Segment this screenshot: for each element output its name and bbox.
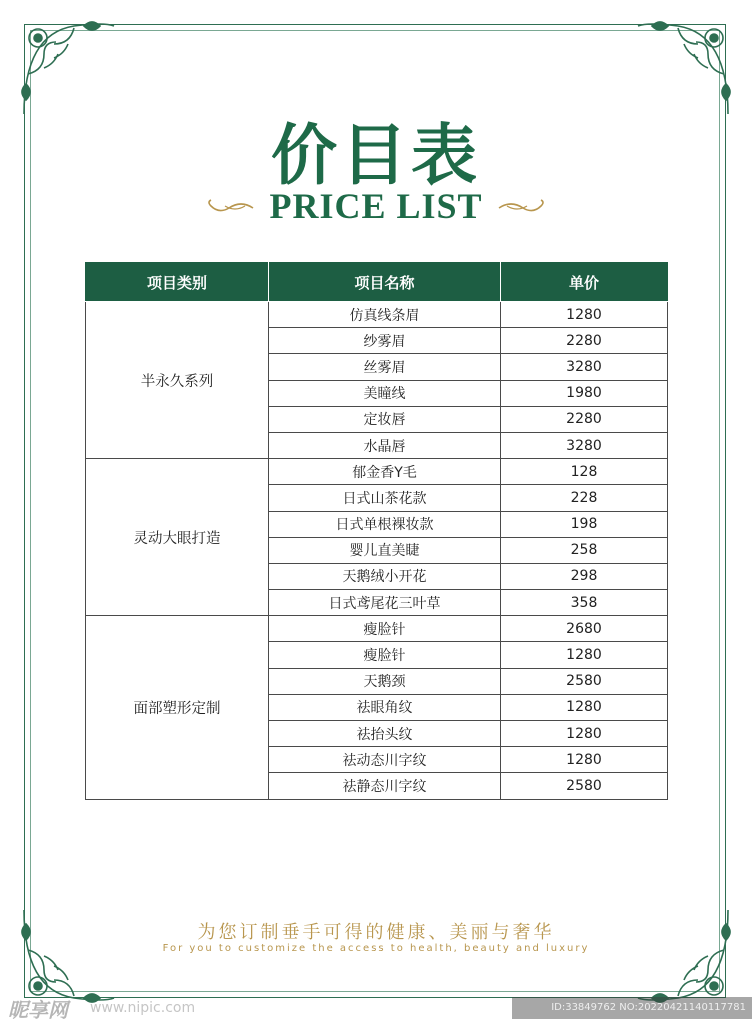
item-price: 2580	[501, 668, 668, 694]
item-price: 1280	[501, 642, 668, 668]
item-price: 358	[501, 590, 668, 616]
header-category: 项目类别	[86, 263, 269, 302]
slogan-english: For you to customize the access to health, beauty and luxury	[162, 943, 590, 954]
item-price: 1980	[501, 380, 668, 406]
slogan-chinese: 为您订制垂手可得的健康、美丽与奢华	[197, 922, 555, 943]
item-name: 祛动态川字纹	[269, 747, 501, 773]
item-price: 298	[501, 563, 668, 589]
category-cell: 灵动大眼打造	[86, 459, 269, 616]
item-name: 天鹅绒小开花	[269, 563, 501, 589]
swirl-right-icon	[497, 196, 547, 216]
item-price: 128	[501, 459, 668, 485]
header-price: 单价	[501, 263, 668, 302]
item-name: 水晶唇	[269, 432, 501, 458]
header-item-name: 项目名称	[269, 263, 501, 302]
item-name: 祛抬头纹	[269, 721, 501, 747]
item-name: 日式单根裸妆款	[269, 511, 501, 537]
table-row	[86, 302, 668, 328]
subtitle-row	[0, 184, 752, 228]
item-name: 美瞳线	[269, 380, 501, 406]
item-price: 228	[501, 485, 668, 511]
table-row	[86, 459, 668, 485]
item-price: 3280	[501, 354, 668, 380]
item-name: 仿真线条眉	[269, 302, 501, 328]
item-name: 祛静态川字纹	[269, 773, 501, 799]
corner-ornament-icon	[628, 900, 738, 1010]
category-cell: 面部塑形定制	[86, 616, 269, 799]
watermark-logo: 昵享网	[8, 998, 68, 1022]
item-name: 丝雾眉	[269, 354, 501, 380]
item-price: 1280	[501, 721, 668, 747]
item-name: 日式山茶花款	[269, 485, 501, 511]
item-name: 瘦脸针	[269, 616, 501, 642]
item-price: 1280	[501, 747, 668, 773]
item-price: 2580	[501, 773, 668, 799]
table-header-row	[86, 263, 668, 302]
item-price: 198	[501, 511, 668, 537]
item-price: 2680	[501, 616, 668, 642]
page-title: 价目表	[271, 116, 481, 194]
item-price: 2280	[501, 328, 668, 354]
item-price: 3280	[501, 432, 668, 458]
item-name: 郁金香Y毛	[269, 459, 501, 485]
item-name: 瘦脸针	[269, 642, 501, 668]
item-price: 1280	[501, 302, 668, 328]
item-price: 258	[501, 537, 668, 563]
item-name: 日式鸢尾花三叶草	[269, 590, 501, 616]
item-name: 定妆唇	[269, 406, 501, 432]
item-name: 纱雾眉	[269, 328, 501, 354]
item-name: 祛眼角纹	[269, 694, 501, 720]
item-price: 1280	[501, 694, 668, 720]
price-table	[85, 262, 668, 800]
category-cell: 半永久系列	[86, 302, 269, 459]
page-subtitle: PRICE LIST	[269, 186, 483, 226]
watermark-id: ID:33849762 NO:20220421140117781	[512, 997, 752, 1019]
watermark-url: www.nipic.com	[90, 1000, 196, 1016]
item-name: 天鹅颈	[269, 668, 501, 694]
swirl-left-icon	[205, 196, 255, 216]
item-price: 2280	[501, 406, 668, 432]
item-name: 婴儿直美睫	[269, 537, 501, 563]
table-row	[86, 616, 668, 642]
